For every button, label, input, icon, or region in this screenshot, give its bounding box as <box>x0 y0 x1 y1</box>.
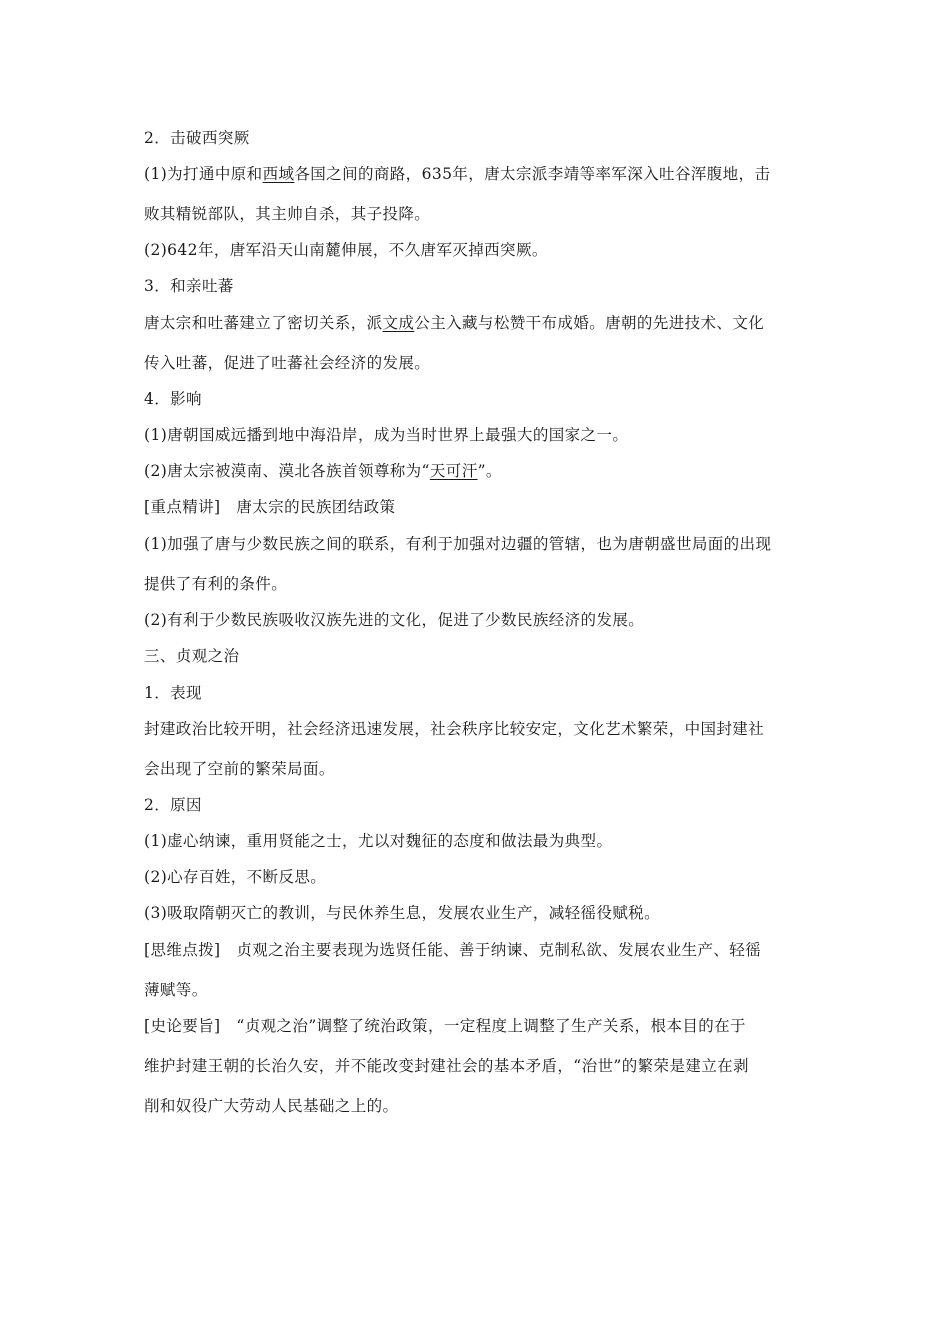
paragraph-line: (2)心存百姓，不断反思。 <box>144 868 327 886</box>
paragraph-line: (1)唐朝国威远播到地中海沿岸，成为当时世界上最强大的国家之一。 <box>144 426 629 444</box>
section-heading: 4．影响 <box>144 390 202 408</box>
history-note-line: 削和奴役广大劳动人民基础之上的。 <box>144 1097 399 1115</box>
paragraph-line: (2)有利于少数民族吸收汉族先进的文化，促进了少数民族经济的发展。 <box>144 611 645 629</box>
paragraph-line <box>144 312 764 334</box>
text-span: (2)唐太宗被漠南、漠北各族首领尊称为“ <box>144 462 430 480</box>
think-note-line: 薄赋等。 <box>144 981 208 999</box>
section-heading: 3．和亲吐蕃 <box>144 277 234 295</box>
section-heading: 2．击破西突厥 <box>144 129 250 147</box>
paragraph-line: (2)642年，唐军沿天山南麓伸展，不久唐军灭掉西突厥。 <box>144 241 548 259</box>
paragraph-line: (1)加强了唐与少数民族之间的联系，有利于加强对边疆的管辖，也为唐朝盛世局面的出现 <box>144 535 772 553</box>
text-span: ”。 <box>477 462 502 480</box>
paragraph-line: (1)虚心纳谏，重用贤能之士，尤以对魏征的态度和做法最为典型。 <box>144 832 613 850</box>
paragraph-line: 败其精锐部队，其主帅自杀，其子投降。 <box>144 205 431 223</box>
text-span: 各国之间的商路，635年，唐太宗派李靖等率军深入吐谷浑腹地，击 <box>294 165 771 183</box>
history-note-line: [史论要旨] “贞观之治”调整了统治政策，一定程度上调整了生产关系，根本目的在于 <box>144 1017 746 1035</box>
text-span: (1)为打通中原和 <box>144 165 263 183</box>
paragraph-line <box>144 460 502 482</box>
focus-label: [重点精讲] 唐太宗的民族团结政策 <box>144 498 396 516</box>
paragraph-line: 会出现了空前的繁荣局面。 <box>144 760 335 778</box>
section-heading: 2．原因 <box>144 796 202 814</box>
underlined-term: 天可汗 <box>429 462 478 480</box>
section-heading: 1．表现 <box>144 684 202 702</box>
think-note-line: [思维点拨] 贞观之治主要表现为选贤任能、善于纳谏、克制私欲、发展农业生产、轻徭 <box>144 941 762 959</box>
paragraph-line: 封建政治比较开明，社会经济迅速发展，社会秩序比较安定，文化艺术繁荣，中国封建社 <box>144 720 765 738</box>
paragraph-line <box>144 163 770 185</box>
paragraph-line: (3)吸取隋朝灭亡的教训，与民休养生息，发展农业生产，减轻徭役赋税。 <box>144 904 661 922</box>
text-span: 公主入藏与松赞干布成婚。唐朝的先进技术、文化 <box>414 314 765 332</box>
text-span: 唐太宗和吐蕃建立了密切关系，派 <box>144 314 383 332</box>
underlined-term: 西域 <box>262 165 295 183</box>
part-heading: 三、贞观之治 <box>144 647 240 665</box>
history-note-line: 维护封建王朝的长治久安，并不能改变封建社会的基本矛盾，“治世”的繁荣是建立在剥 <box>144 1057 749 1075</box>
paragraph-line: 提供了有利的条件。 <box>144 575 288 593</box>
paragraph-line: 传入吐蕃，促进了吐蕃社会经济的发展。 <box>144 354 431 372</box>
underlined-term: 文成 <box>382 314 415 332</box>
